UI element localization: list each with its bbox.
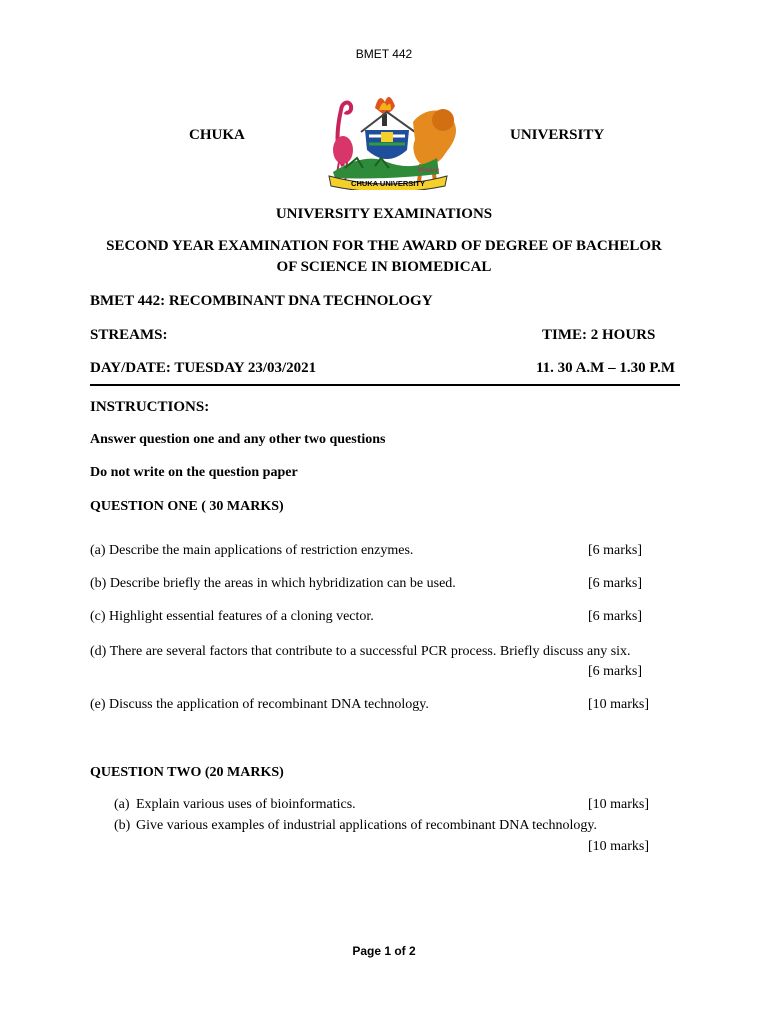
q1-item-a-marks: [6 marks] <box>588 543 643 558</box>
q1-item-c-marks: [6 marks] <box>588 609 643 624</box>
q1-item-c-text: (c) Highlight essential features of a cloning vector. <box>90 609 374 624</box>
exam-duration: TIME: 2 HOURS <box>542 327 656 343</box>
q2-item-a-label: (a) <box>114 797 130 812</box>
q1-item-d-text: (d) There are several factors that contribute to a successful PCR process. Briefly discuss any six. <box>90 644 631 659</box>
degree-title-line1: SECOND YEAR EXAMINATION FOR THE AWARD OF DEGREE OF BACHELOR <box>106 238 662 254</box>
university-crest-logo <box>305 88 465 190</box>
svg-text:Wisdom: Wisdom <box>417 166 440 174</box>
streams-label: STREAMS: <box>90 327 168 343</box>
q1-item-b-marks: [6 marks] <box>588 576 643 591</box>
header-course-code: BMET 442 <box>355 47 413 61</box>
exam-hours: 11. 30 A.M – 1.30 P.M <box>536 360 676 376</box>
degree-title-line2: OF SCIENCE IN BIOMEDICAL <box>276 259 492 275</box>
q1-item-b-text: (b) Describe briefly the areas in which hybridization can be used. <box>90 576 456 591</box>
question-two-heading: QUESTION TWO (20 MARKS) <box>90 765 284 780</box>
q1-item-e-text: (e) Discuss the application of recombinant DNA technology. <box>90 697 429 712</box>
q2-item-b-label: (b) <box>114 818 131 833</box>
letterhead-left-word: CHUKA <box>189 127 245 143</box>
logo-ribbon-text: CHUKA UNIVERSITY <box>351 179 425 188</box>
q2-item-b-text: Give various examples of industrial applications of recombinant DNA technology. <box>136 818 597 833</box>
question-one-heading: QUESTION ONE ( 30 MARKS) <box>90 499 284 514</box>
q2-item-b-marks: [10 marks] <box>588 839 650 854</box>
course-title: BMET 442: RECOMBINANT DNA TECHNOLOGY <box>90 293 433 309</box>
instruction-line-2: Do not write on the question paper <box>90 465 298 480</box>
q2-item-a-marks: [10 marks] <box>588 797 650 812</box>
letterhead-right-word: UNIVERSITY <box>510 127 605 143</box>
exam-date: DAY/DATE: TUESDAY 23/03/2021 <box>90 360 317 376</box>
exam-title: UNIVERSITY EXAMINATIONS <box>275 206 493 222</box>
q1-item-d-marks: [6 marks] <box>588 664 643 679</box>
instructions-heading: INSTRUCTIONS: <box>90 399 210 415</box>
page-number: Page 1 of 2 <box>352 944 416 958</box>
q1-item-e-marks: [10 marks] <box>588 697 650 712</box>
instruction-line-1: Answer question one and any other two questions <box>90 432 386 447</box>
header-divider <box>90 384 680 386</box>
q2-item-a-text: Explain various uses of bioinformatics. <box>136 797 356 812</box>
q1-item-a-text: (a) Describe the main applications of restriction enzymes. <box>90 543 414 558</box>
